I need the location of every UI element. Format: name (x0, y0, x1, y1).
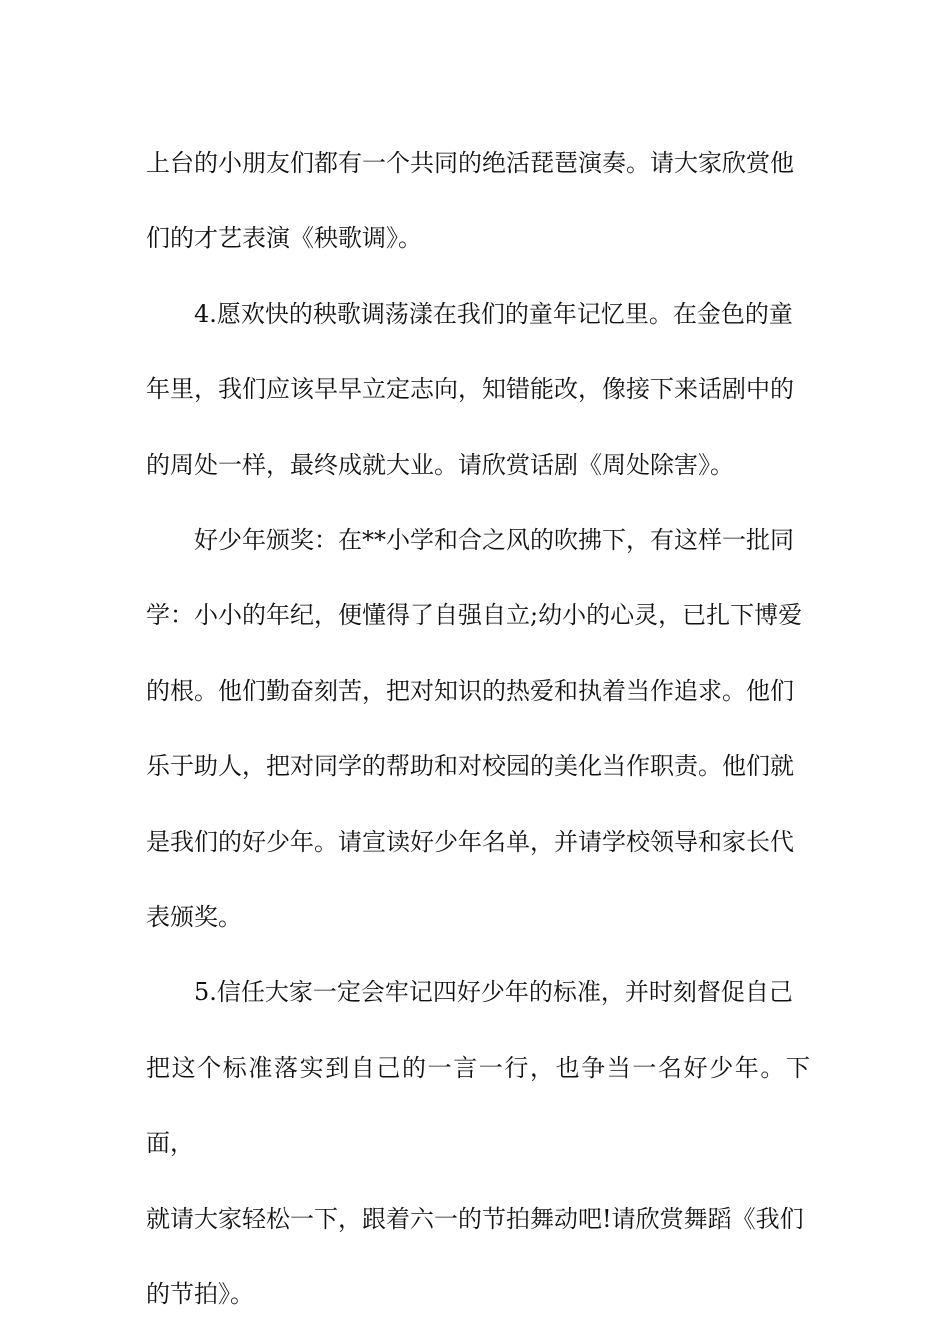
text-line: 好少年颁奖：在**小学和合之风的吹拂下，有这样一批同 (194, 526, 794, 555)
document-body (146, 126, 810, 1333)
text-line: 把这个标准落实到自己的一言一行，也争当一名好少年。下面， (146, 1053, 810, 1158)
paragraph-performance-intro (146, 126, 810, 277)
text-line: 的节拍》。 (146, 1280, 254, 1309)
text-line: 是我们的好少年。请宣读好少年名单，并请学校领导和家长代 (146, 827, 794, 856)
paragraph-item-5 (146, 955, 810, 1332)
text-line: 年里，我们应该早早立定志向，知错能改，像接下来话剧中的 (146, 375, 794, 404)
text-line: 5.信任大家一定会牢记四好少年的标准，并时刻督促自己 (194, 978, 793, 1007)
paragraph-item-4 (146, 277, 810, 503)
text-line: 的根。他们勤奋刻苦，把对知识的热爱和执着当作追求。他们 (146, 676, 794, 705)
text-line: 就请大家轻松一下，跟着六一的节拍舞动吧!请欣赏舞蹈《我们 (146, 1204, 804, 1233)
text-line: 乐于助人，把对同学的帮助和对校园的美化当作职责。他们就 (146, 752, 794, 781)
text-line: 的周处一样，最终成就大业。请欣赏话剧《周处除害》。 (146, 450, 734, 479)
text-line: 学：小小的年纪，便懂得了自强自立;幼小的心灵，已扎下博爱 (146, 601, 803, 630)
text-line: 上台的小朋友们都有一个共同的绝活琵琶演奏。请大家欣赏他 (146, 149, 794, 177)
text-line: 表颁奖。 (146, 903, 242, 932)
text-line: 4.愿欢快的秧歌调荡漾在我们的童年记忆里。在金色的童 (194, 299, 793, 328)
text-line: 们的才艺表演《秧歌调》。 (146, 224, 422, 253)
paragraph-award (146, 503, 810, 955)
